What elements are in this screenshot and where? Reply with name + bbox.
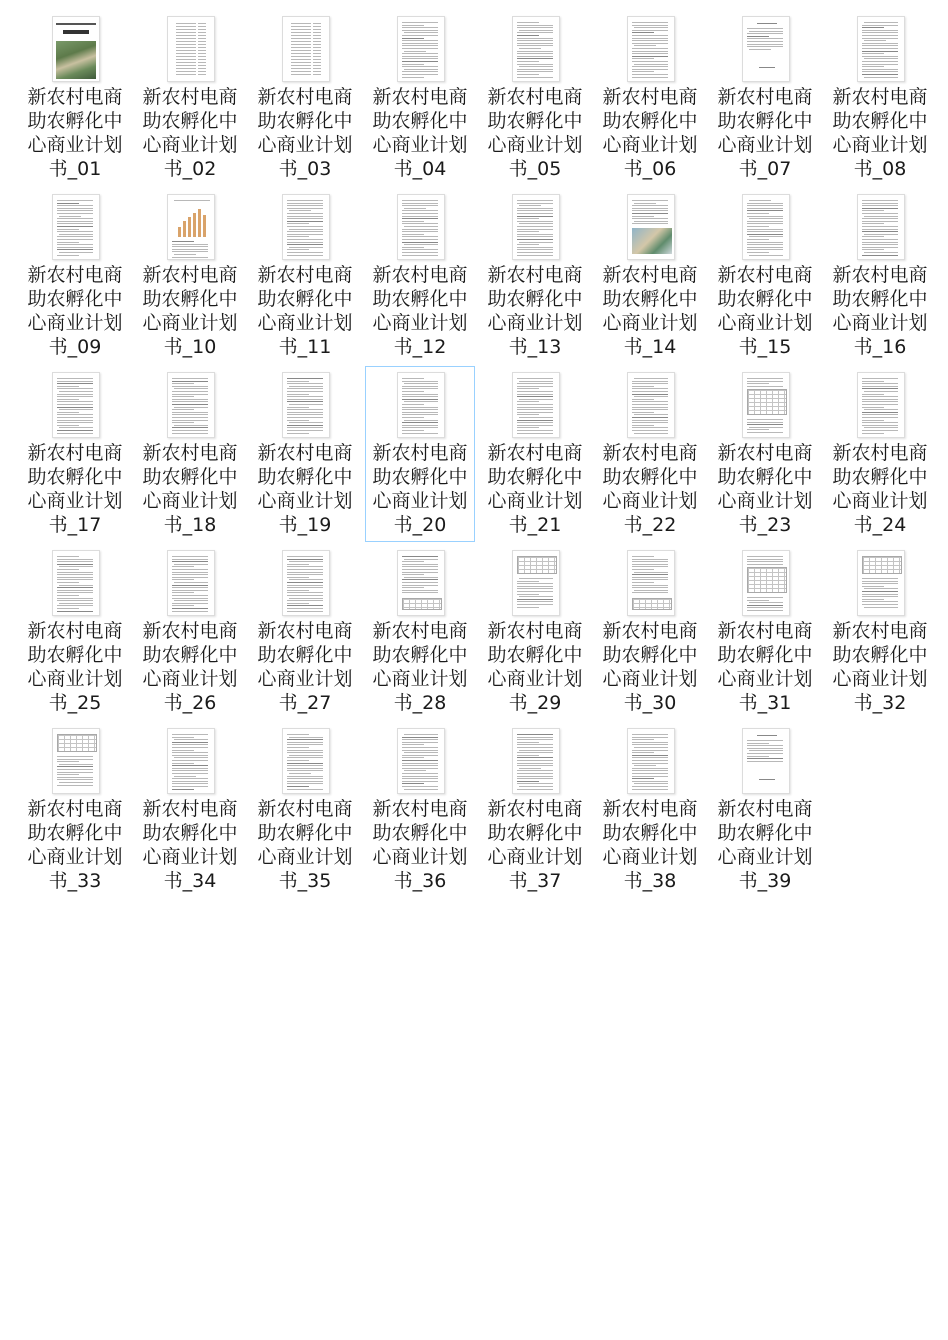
file-name-label: 新农村电商助农孵化中心商业计划书_20 — [372, 442, 468, 536]
file-item[interactable] — [710, 722, 820, 898]
page-thumbnail — [167, 728, 215, 794]
page-thumbnail — [742, 728, 790, 794]
file-name-label: 新农村电商助农孵化中心商业计划书_22 — [602, 442, 698, 536]
file-name-label: 新农村电商助农孵化中心商业计划书_08 — [832, 86, 928, 180]
page-thumbnail — [52, 372, 100, 438]
file-item[interactable] — [135, 10, 245, 186]
file-name-label: 新农村电商助农孵化中心商业计划书_12 — [372, 264, 468, 358]
file-item[interactable] — [135, 722, 245, 898]
file-name-label: 新农村电商助农孵化中心商业计划书_02 — [142, 86, 238, 180]
file-item[interactable] — [595, 366, 705, 542]
page-thumbnail — [857, 194, 905, 260]
file-name-label: 新农村电商助农孵化中心商业计划书_09 — [27, 264, 123, 358]
page-thumbnail — [627, 16, 675, 82]
file-item[interactable] — [365, 188, 475, 364]
file-item[interactable] — [480, 188, 590, 364]
file-item[interactable] — [365, 366, 475, 542]
file-name-label: 新农村电商助农孵化中心商业计划书_36 — [372, 798, 468, 892]
file-item[interactable] — [480, 10, 590, 186]
file-item[interactable] — [710, 366, 820, 542]
file-name-label: 新农村电商助农孵化中心商业计划书_11 — [257, 264, 353, 358]
page-thumbnail — [397, 16, 445, 82]
file-name-label: 新农村电商助农孵化中心商业计划书_24 — [832, 442, 928, 536]
file-name-label: 新农村电商助农孵化中心商业计划书_06 — [602, 86, 698, 180]
file-item[interactable] — [825, 544, 935, 720]
file-item[interactable] — [135, 366, 245, 542]
page-thumbnail — [52, 16, 100, 82]
file-item[interactable] — [710, 10, 820, 186]
file-item[interactable] — [480, 722, 590, 898]
file-item[interactable] — [710, 544, 820, 720]
file-name-label: 新农村电商助农孵化中心商业计划书_25 — [27, 620, 123, 714]
page-thumbnail — [282, 194, 330, 260]
file-name-label: 新农村电商助农孵化中心商业计划书_05 — [487, 86, 583, 180]
file-item[interactable] — [20, 366, 130, 542]
file-item[interactable] — [365, 10, 475, 186]
file-item[interactable] — [250, 366, 360, 542]
file-item[interactable] — [595, 188, 705, 364]
file-name-label: 新农村电商助农孵化中心商业计划书_35 — [257, 798, 353, 892]
file-item[interactable] — [20, 722, 130, 898]
file-name-label: 新农村电商助农孵化中心商业计划书_29 — [487, 620, 583, 714]
file-item[interactable] — [365, 722, 475, 898]
file-item[interactable] — [250, 722, 360, 898]
file-name-label: 新农村电商助农孵化中心商业计划书_04 — [372, 86, 468, 180]
file-name-label: 新农村电商助农孵化中心商业计划书_10 — [142, 264, 238, 358]
page-thumbnail — [282, 16, 330, 82]
file-name-label: 新农村电商助农孵化中心商业计划书_03 — [257, 86, 353, 180]
file-item[interactable] — [595, 722, 705, 898]
page-thumbnail — [397, 550, 445, 616]
file-item[interactable] — [710, 188, 820, 364]
file-name-label: 新农村电商助农孵化中心商业计划书_38 — [602, 798, 698, 892]
file-name-label: 新农村电商助农孵化中心商业计划书_31 — [717, 620, 813, 714]
file-name-label: 新农村电商助农孵化中心商业计划书_18 — [142, 442, 238, 536]
file-item[interactable] — [365, 544, 475, 720]
file-item[interactable] — [825, 10, 935, 186]
page-thumbnail — [512, 194, 560, 260]
page-thumbnail — [167, 194, 215, 260]
page-thumbnail — [397, 728, 445, 794]
file-item[interactable] — [135, 544, 245, 720]
file-name-label: 新农村电商助农孵化中心商业计划书_26 — [142, 620, 238, 714]
file-item[interactable] — [135, 188, 245, 364]
page-thumbnail — [627, 728, 675, 794]
file-item[interactable] — [250, 10, 360, 186]
page-thumbnail — [282, 550, 330, 616]
file-name-label: 新农村电商助农孵化中心商业计划书_23 — [717, 442, 813, 536]
page-thumbnail — [857, 550, 905, 616]
page-thumbnail — [52, 194, 100, 260]
page-thumbnail — [512, 16, 560, 82]
file-name-label: 新农村电商助农孵化中心商业计划书_28 — [372, 620, 468, 714]
file-name-label: 新农村电商助农孵化中心商业计划书_14 — [602, 264, 698, 358]
file-name-label: 新农村电商助农孵化中心商业计划书_13 — [487, 264, 583, 358]
page-thumbnail — [857, 16, 905, 82]
page-thumbnail — [282, 728, 330, 794]
page-thumbnail — [167, 372, 215, 438]
page-thumbnail — [52, 550, 100, 616]
file-name-label: 新农村电商助农孵化中心商业计划书_17 — [27, 442, 123, 536]
file-name-label: 新农村电商助农孵化中心商业计划书_19 — [257, 442, 353, 536]
file-item[interactable] — [480, 544, 590, 720]
file-name-label: 新农村电商助农孵化中心商业计划书_01 — [27, 86, 123, 180]
page-thumbnail — [167, 550, 215, 616]
file-item[interactable] — [20, 544, 130, 720]
file-item[interactable] — [20, 10, 130, 186]
file-item[interactable] — [825, 188, 935, 364]
file-name-label: 新农村电商助农孵化中心商业计划书_07 — [717, 86, 813, 180]
file-name-label: 新农村电商助农孵化中心商业计划书_39 — [717, 798, 813, 892]
page-thumbnail — [742, 16, 790, 82]
file-name-label: 新农村电商助农孵化中心商业计划书_21 — [487, 442, 583, 536]
page-thumbnail — [512, 372, 560, 438]
file-name-label: 新农村电商助农孵化中心商业计划书_15 — [717, 264, 813, 358]
page-thumbnail — [627, 550, 675, 616]
page-thumbnail — [742, 550, 790, 616]
page-thumbnail — [742, 194, 790, 260]
file-name-label: 新农村电商助农孵化中心商业计划书_16 — [832, 264, 928, 358]
page-thumbnail — [397, 194, 445, 260]
file-item[interactable] — [595, 10, 705, 186]
file-item[interactable] — [250, 544, 360, 720]
page-thumbnail — [857, 372, 905, 438]
file-name-label: 新农村电商助农孵化中心商业计划书_32 — [832, 620, 928, 714]
page-thumbnail — [397, 372, 445, 438]
page-thumbnail — [52, 728, 100, 794]
file-item[interactable] — [595, 544, 705, 720]
file-name-label: 新农村电商助农孵化中心商业计划书_33 — [27, 798, 123, 892]
file-name-label: 新农村电商助农孵化中心商业计划书_37 — [487, 798, 583, 892]
page-thumbnail — [627, 372, 675, 438]
file-item[interactable] — [20, 188, 130, 364]
file-name-label: 新农村电商助农孵化中心商业计划书_34 — [142, 798, 238, 892]
page-thumbnail — [742, 372, 790, 438]
file-item[interactable] — [480, 366, 590, 542]
page-thumbnail — [282, 372, 330, 438]
file-item[interactable] — [825, 366, 935, 542]
file-name-label: 新农村电商助农孵化中心商业计划书_27 — [257, 620, 353, 714]
file-item[interactable] — [250, 188, 360, 364]
page-thumbnail — [167, 16, 215, 82]
page-thumbnail — [627, 194, 675, 260]
page-thumbnail — [512, 728, 560, 794]
file-name-label: 新农村电商助农孵化中心商业计划书_30 — [602, 620, 698, 714]
page-thumbnail — [512, 550, 560, 616]
